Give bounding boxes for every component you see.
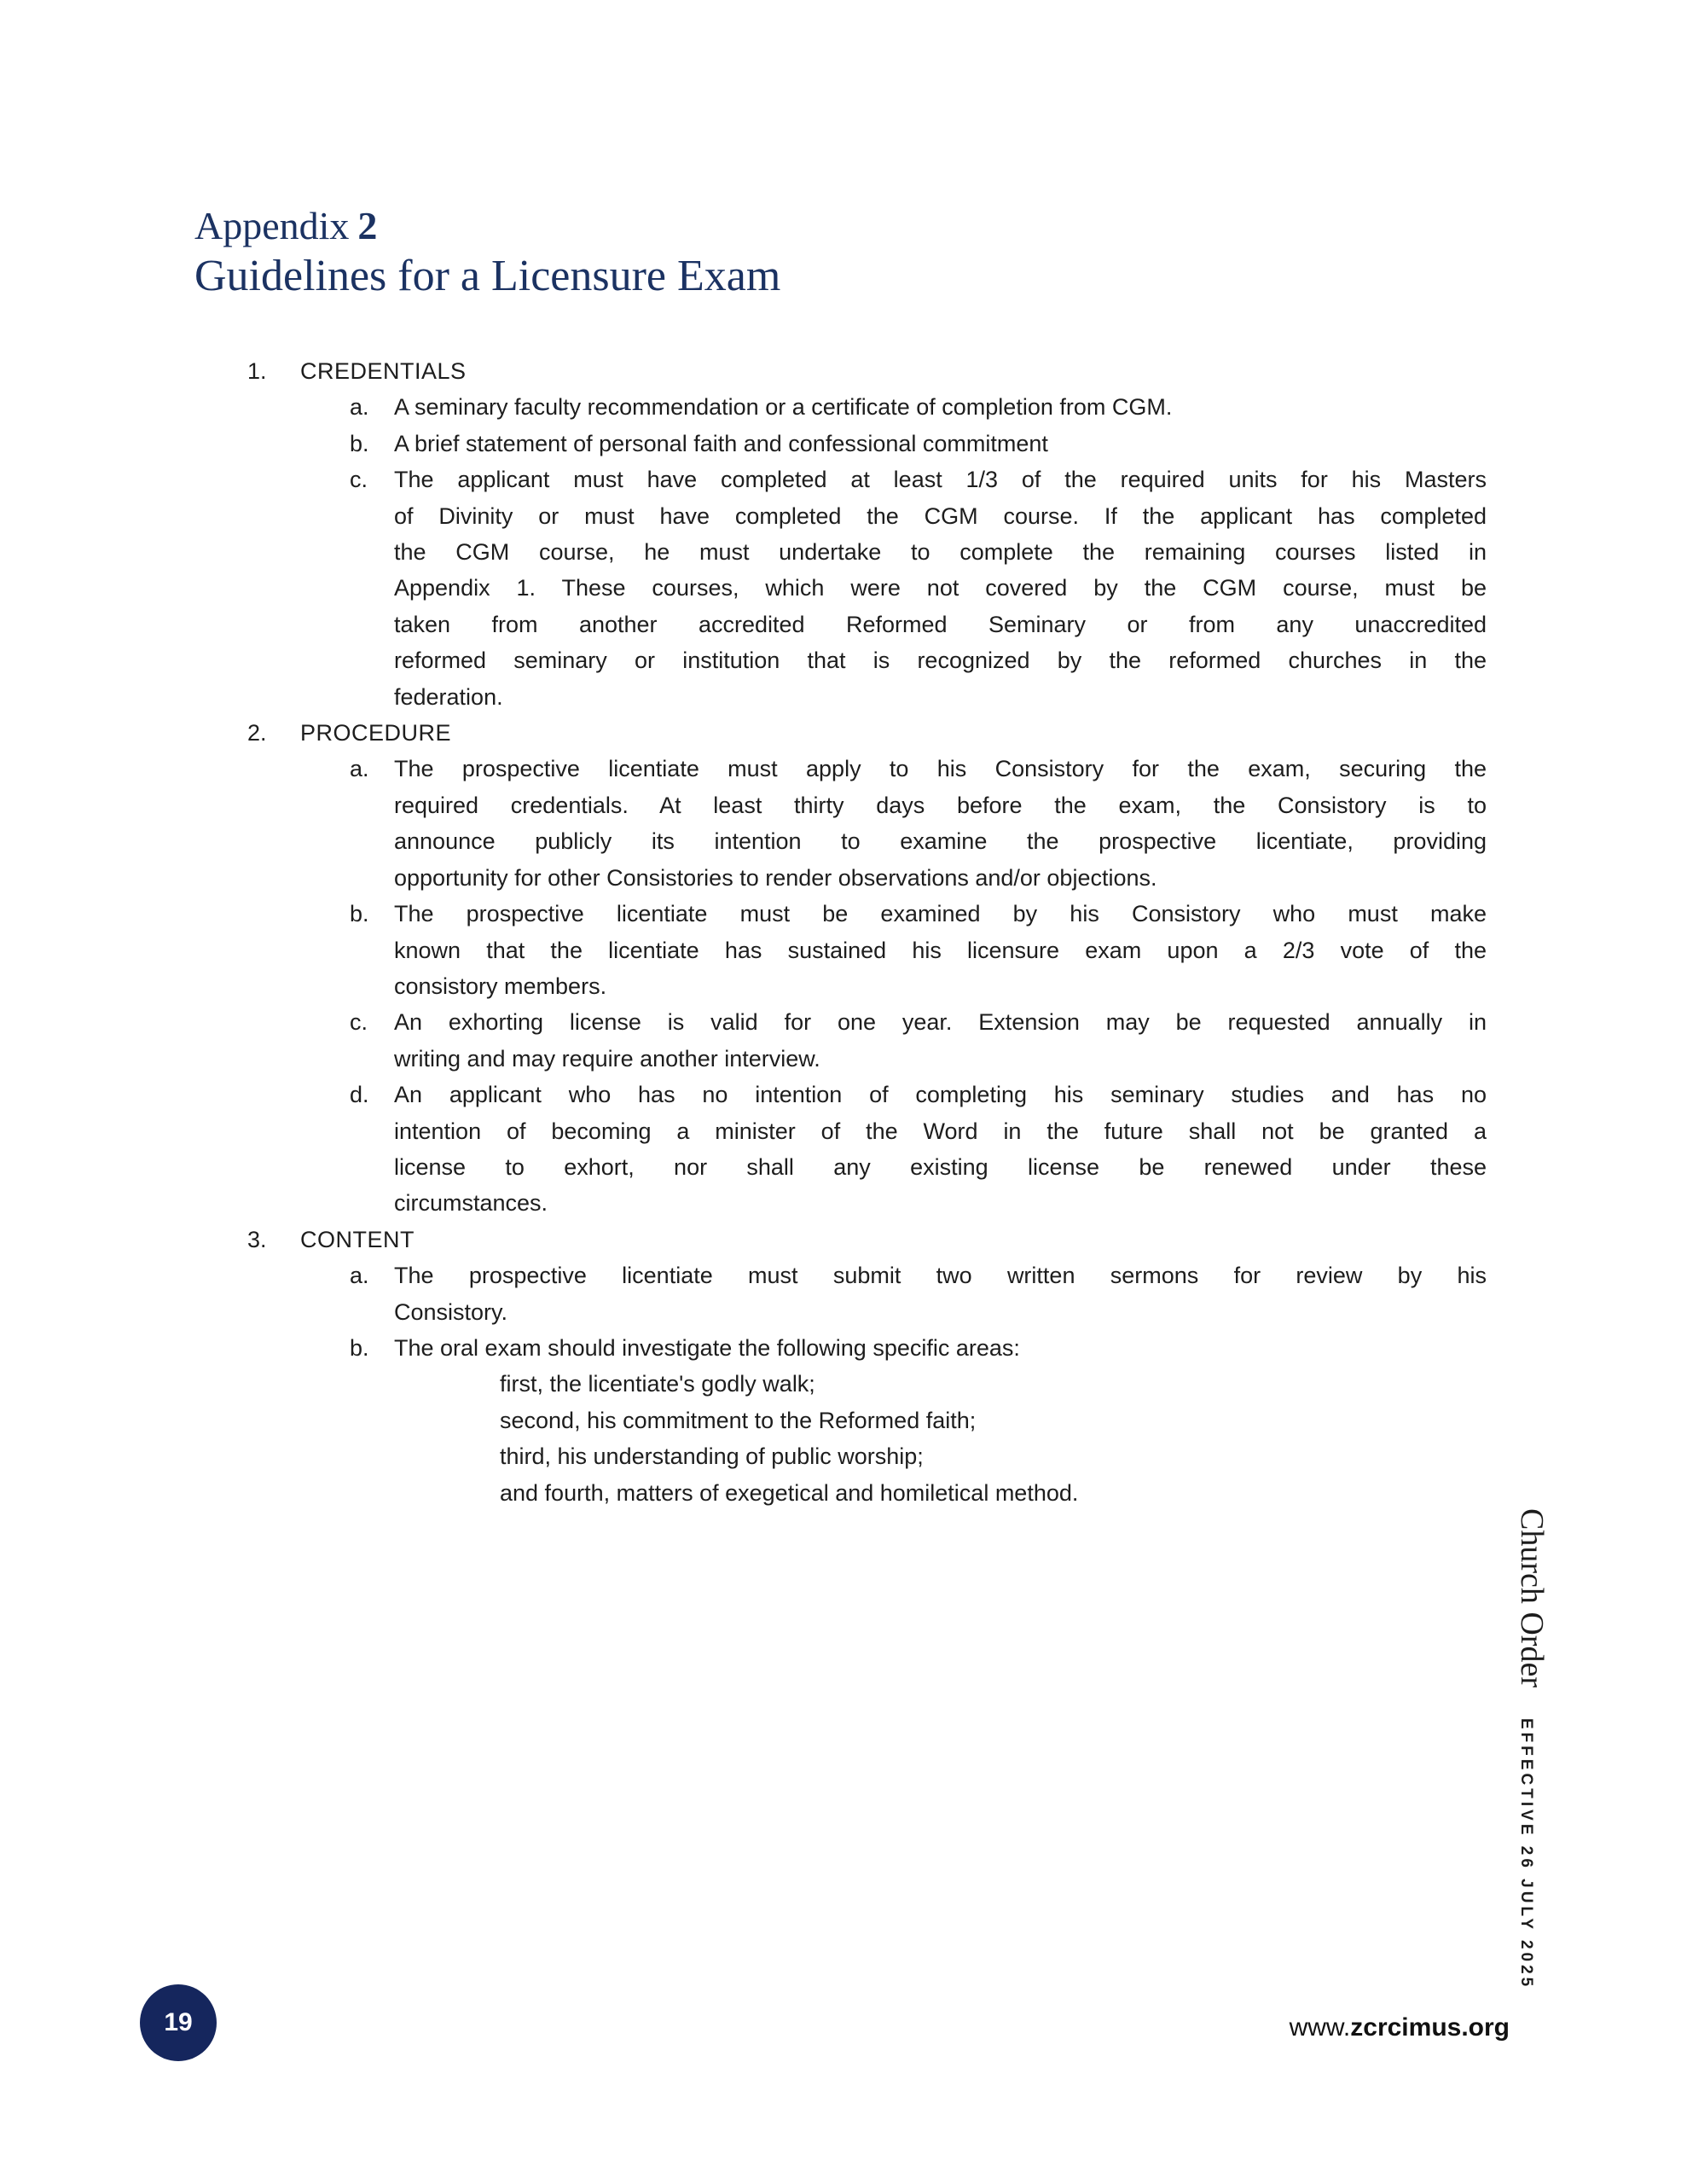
item-text-line: intention of becoming a minister of the Word in the future shall not be granted a xyxy=(394,1118,1487,1144)
item-sub-line: and fourth, matters of exegetical and homiletical method. xyxy=(500,1479,1079,1506)
item-text xyxy=(394,389,1487,425)
website-prefix: www. xyxy=(1289,2013,1351,2042)
item-text-line: circumstances. xyxy=(394,1190,548,1217)
item-letter: a. xyxy=(350,1263,369,1289)
item-text-line: The prospective licentiate must submit two written sermons for review by his xyxy=(394,1263,1487,1289)
section-number: 2. xyxy=(247,720,267,746)
item-text-line: required credentials. At least thirty days before the exam, the Consistory is to xyxy=(394,792,1487,818)
appendix-number: 2 xyxy=(357,204,378,247)
item-text-line: known that the licentiate has sustained his licensure exam upon a 2/3 vote of the xyxy=(394,937,1487,963)
page-number: 19 xyxy=(164,2008,193,2036)
section-title: CREDENTIALS xyxy=(300,358,467,384)
item-text-line: A seminary faculty recommendation or a certificate of completion from CGM. xyxy=(394,394,1173,421)
item-text-line: taken from another accredited Reformed Seminary or from any unaccredited xyxy=(394,611,1487,637)
item-text-line: The prospective licentiate must apply to his Consistory for the exam, securing the xyxy=(394,756,1487,782)
section-title: CONTENT xyxy=(300,1226,415,1252)
section-heading xyxy=(247,715,1487,751)
appendix-heading xyxy=(194,203,780,249)
item-sub-line: second, his commitment to the Reformed faith; xyxy=(500,1407,977,1433)
item-letter: b. xyxy=(350,430,369,456)
item-text xyxy=(394,896,1487,1004)
outline-item xyxy=(247,1258,1487,1330)
item-text xyxy=(394,1330,1487,1511)
item-text-line: The oral exam should investigate the following specific areas: xyxy=(394,1334,1020,1361)
section-number: 3. xyxy=(247,1226,267,1252)
item-text-line: of Divinity or must have completed the CGM course. If the applicant has completed xyxy=(394,502,1487,529)
website-url xyxy=(1290,2013,1510,2042)
item-text-line: Appendix 1. These courses, which were not covered by the CGM course, must be xyxy=(394,575,1487,601)
item-text xyxy=(394,1258,1487,1330)
item-text-line: A brief statement of personal faith and confessional commitment xyxy=(394,430,1048,456)
section-title: PROCEDURE xyxy=(300,720,452,746)
item-letter: c. xyxy=(350,467,368,493)
item-text-line: consistory members. xyxy=(394,973,607,999)
section-number: 1. xyxy=(247,358,267,384)
outline-item xyxy=(247,1330,1487,1511)
section-heading xyxy=(247,1222,1487,1258)
vertical-sidebar xyxy=(1513,1508,1551,1989)
item-letter: a. xyxy=(350,756,369,782)
item-text-line: The applicant must have completed at least 1/3 of the required units for his Masters xyxy=(394,467,1487,493)
page-title: Guidelines for a Licensure Exam xyxy=(194,252,781,300)
item-letter: c. xyxy=(350,1009,368,1036)
item-text-line: reformed seminary or institution that is recognized by the reformed churches in the xyxy=(394,648,1487,674)
outline-item xyxy=(247,896,1487,1004)
sidebar-effective-date-label: EFFECTIVE 26 JULY 2025 xyxy=(1517,1717,1535,1990)
item-text xyxy=(394,1077,1487,1222)
item-letter: b. xyxy=(350,1334,369,1361)
item-text xyxy=(394,1004,1487,1077)
item-letter: d. xyxy=(350,1082,369,1108)
item-letter: b. xyxy=(350,901,369,927)
item-text-line: opportunity for other Consistories to render observations and/or objections. xyxy=(394,864,1157,891)
item-text-line: announce publicly its intention to examine the prospective licentiate, providing xyxy=(394,828,1487,855)
outline-item xyxy=(247,1004,1487,1077)
item-text xyxy=(394,426,1487,462)
item-letter: a. xyxy=(350,394,369,421)
appendix-label: Appendix xyxy=(194,204,350,247)
outline-item xyxy=(247,1077,1487,1222)
outline-item xyxy=(247,426,1487,462)
outline-item xyxy=(247,389,1487,425)
outline-item xyxy=(247,751,1487,896)
website-domain: zcrcimus.org xyxy=(1350,2013,1510,2042)
item-text-line: writing and may require another interview. xyxy=(394,1045,820,1072)
item-sub-line: third, his understanding of public worship; xyxy=(500,1443,924,1470)
title-block xyxy=(194,203,780,304)
sidebar-church-order-label: Church Order xyxy=(1514,1508,1550,1687)
item-text-line: An applicant who has no intention of completing his seminary studies and has no xyxy=(394,1082,1487,1108)
item-text xyxy=(394,462,1487,715)
item-text-line: federation. xyxy=(394,683,503,710)
item-text xyxy=(394,751,1487,896)
page-number-badge xyxy=(140,1984,217,2061)
section-heading xyxy=(247,353,1487,389)
outline xyxy=(247,353,1487,1511)
item-text-line: An exhorting license is valid for one year. Extension may be requested annually in xyxy=(394,1009,1487,1036)
item-sub-line: first, the licentiate's godly walk; xyxy=(500,1371,815,1397)
item-text-line: Consistory. xyxy=(394,1298,508,1325)
item-text-line: The prospective licentiate must be examined by his Consistory who must make xyxy=(394,901,1487,927)
item-text-line: the CGM course, he must undertake to complete the remaining courses listed in xyxy=(394,539,1487,566)
item-text-line: license to exhort, nor shall any existing license be renewed under these xyxy=(394,1153,1487,1180)
outline-item xyxy=(247,462,1487,715)
